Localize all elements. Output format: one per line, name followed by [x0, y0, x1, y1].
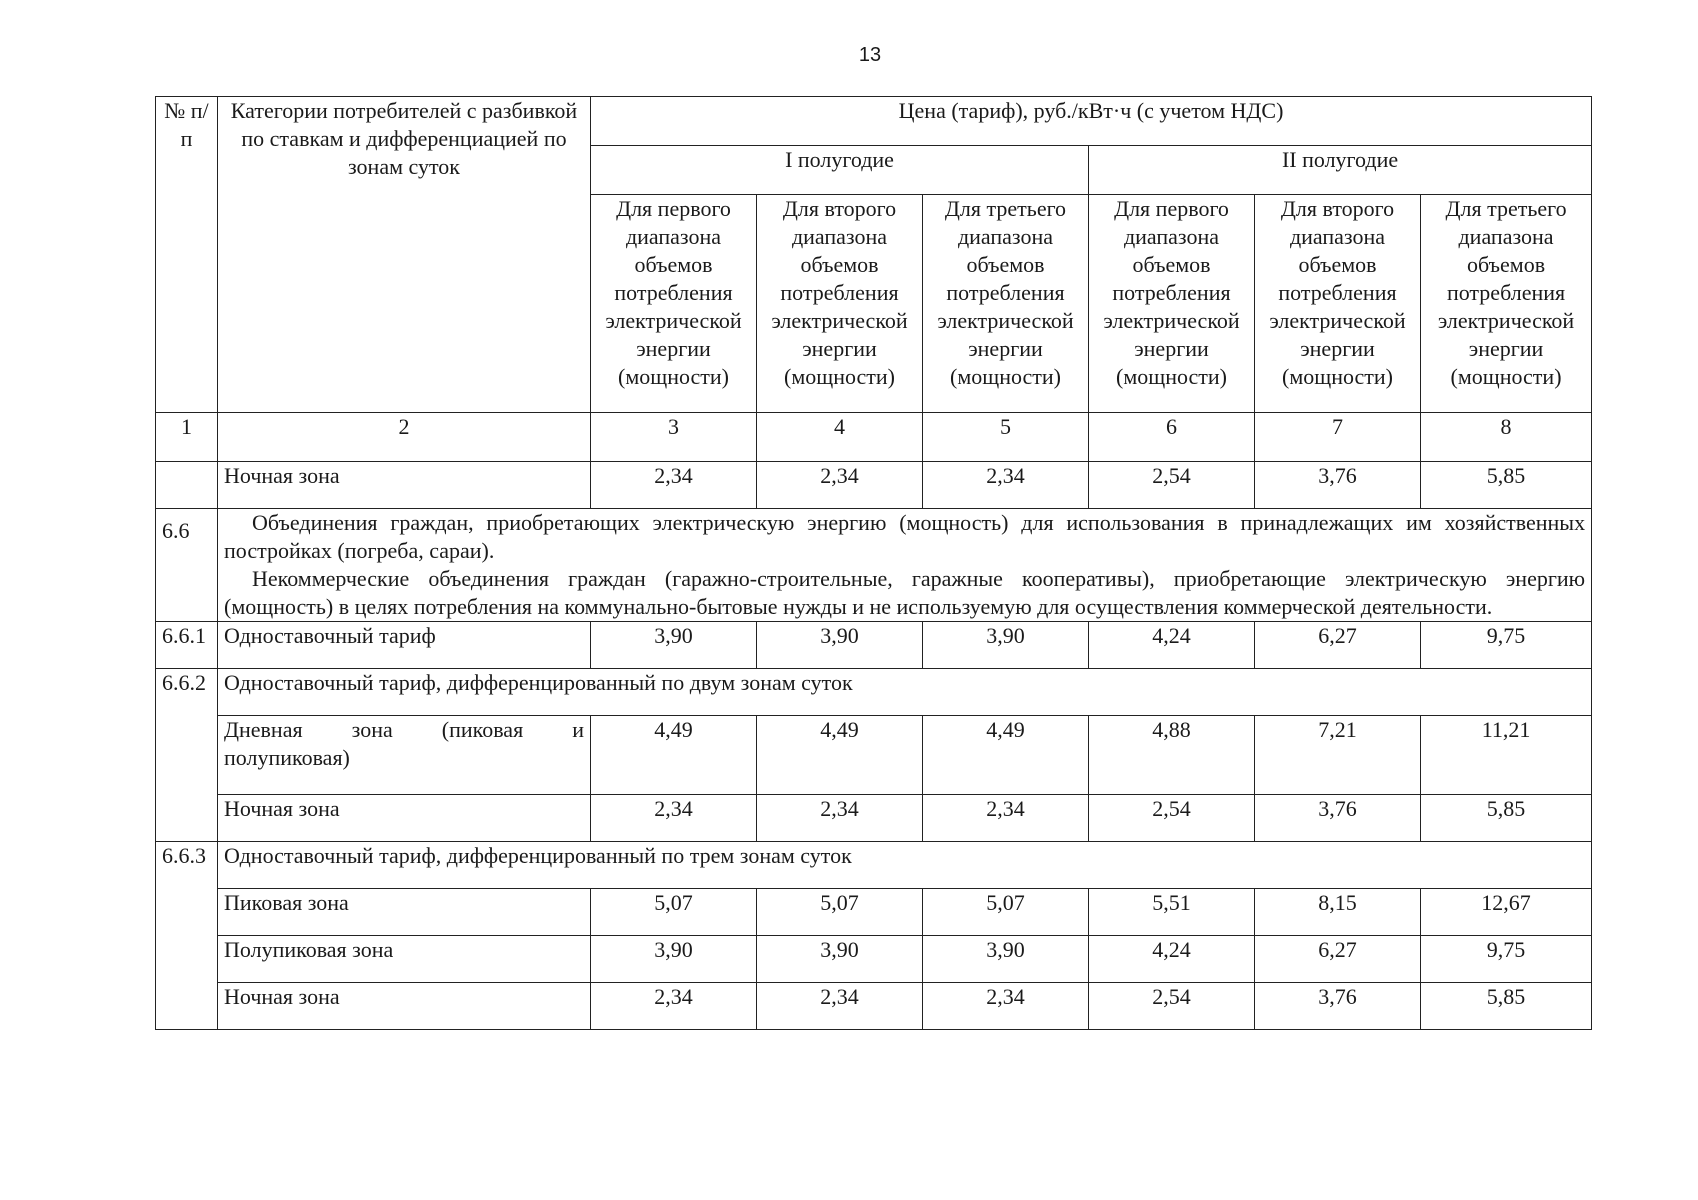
header-category: Категории потребителей с разбивкой по ставкам и дифференциацией по зонам суток [218, 97, 591, 413]
tariff-value: 9,75 [1421, 622, 1592, 669]
tariff-value: 2,54 [1089, 983, 1255, 1030]
row-label: Ночная зона [218, 462, 591, 509]
tariff-value: 3,90 [757, 936, 923, 983]
row-label: Ночная зона [218, 795, 591, 842]
table-row-day-zone [156, 716, 1592, 795]
table-row-night-top [156, 462, 1592, 509]
row-number: 6.6 [156, 509, 218, 622]
tariff-value: 5,85 [1421, 795, 1592, 842]
tariff-value: 4,24 [1089, 622, 1255, 669]
tariff-value: 3,90 [591, 622, 757, 669]
header-range: Для первого диапазона объемов потребления электрической энергии (мощности) [1089, 195, 1255, 413]
row-label: Одноставочный тариф [218, 622, 591, 669]
tariff-value: 5,07 [923, 889, 1089, 936]
header-num: № п/п [156, 97, 218, 413]
table-row-6-6-3 [156, 842, 1592, 889]
tariff-value: 5,07 [591, 889, 757, 936]
section-row-6-6 [156, 509, 1592, 622]
tariff-value: 3,90 [757, 622, 923, 669]
tariff-value: 2,34 [923, 795, 1089, 842]
tariff-value: 3,90 [923, 936, 1089, 983]
row-number: 6.6.2 [156, 669, 218, 842]
tariff-value: 5,85 [1421, 983, 1592, 1030]
tariff-value: 2,54 [1089, 462, 1255, 509]
tariff-value: 12,67 [1421, 889, 1592, 936]
row-label: Полупиковая зона [218, 936, 591, 983]
tariff-value: 2,34 [591, 462, 757, 509]
column-number: 4 [757, 413, 923, 462]
tariff-value: 4,24 [1089, 936, 1255, 983]
header-price: Цена (тариф), руб./кВт·ч (с учетом НДС) [591, 97, 1592, 146]
section-paragraph: Объединения граждан, приобретающих электрическую энергию (мощность) для использования в принадлежащих им хозяйственных постройках (погреба, сараи). [224, 510, 1586, 563]
row-number [156, 462, 218, 509]
column-number: 2 [218, 413, 591, 462]
tariff-value: 6,27 [1255, 622, 1421, 669]
column-number: 1 [156, 413, 218, 462]
tariff-value: 2,34 [923, 983, 1089, 1030]
tariff-value: 11,21 [1421, 716, 1592, 795]
tariff-value: 2,34 [591, 795, 757, 842]
page-number: 13 [858, 44, 882, 66]
tariff-value: 5,07 [757, 889, 923, 936]
tariff-value: 2,34 [757, 983, 923, 1030]
header-row-price [156, 97, 1592, 146]
tariff-value: 2,34 [591, 983, 757, 1030]
tariff-value: 2,34 [757, 795, 923, 842]
tariff-value: 4,88 [1089, 716, 1255, 795]
column-number: 5 [923, 413, 1089, 462]
tariff-value: 4,49 [591, 716, 757, 795]
header-range: Для третьего диапазона объемов потребления электрической энергии (мощности) [923, 195, 1089, 413]
tariff-value: 2,34 [923, 462, 1089, 509]
header-half-1: I полугодие [591, 146, 1089, 195]
tariff-value: 7,21 [1255, 716, 1421, 795]
column-number: 3 [591, 413, 757, 462]
tariff-table [155, 96, 1592, 1030]
column-number: 8 [1421, 413, 1592, 462]
tariff-value: 2,34 [757, 462, 923, 509]
column-number: 6 [1089, 413, 1255, 462]
tariff-value: 2,54 [1089, 795, 1255, 842]
table-row-6-6-1 [156, 622, 1592, 669]
tariff-value: 6,27 [1255, 936, 1421, 983]
table-row-night-zone [156, 795, 1592, 842]
tariff-value: 4,49 [757, 716, 923, 795]
tariff-value: 3,90 [923, 622, 1089, 669]
tariff-value: 8,15 [1255, 889, 1421, 936]
tariff-value: 9,75 [1421, 936, 1592, 983]
row-label: Одноставочный тариф, дифференцированный по трем зонам суток [218, 842, 1592, 889]
tariff-value: 3,76 [1255, 795, 1421, 842]
section-paragraph: Некоммерческие объединения граждан (гаражно-строительные, гаражные кооперативы), приобретающие электрическую энергию (мощность) в целях потребления на коммунально-бытовые нужды и не используемую для осуществления коммерческой деятельности. [224, 566, 1586, 619]
table-row-semipeak-zone [156, 936, 1592, 983]
header-range: Для третьего диапазона объемов потребления электрической энергии (мощности) [1421, 195, 1592, 413]
tariff-value: 4,49 [923, 716, 1089, 795]
row-label: Пиковая зона [218, 889, 591, 936]
table-row-night-zone [156, 983, 1592, 1030]
table-row-6-6-2 [156, 669, 1592, 716]
section-description [218, 509, 1592, 622]
header-range: Для первого диапазона объемов потребления электрической энергии (мощности) [591, 195, 757, 413]
row-number: 6.6.1 [156, 622, 218, 669]
row-label: Дневная зона (пиковая и полупиковая) [218, 716, 591, 795]
tariff-value: 3,76 [1255, 462, 1421, 509]
column-number-row [156, 413, 1592, 462]
tariff-value: 5,51 [1089, 889, 1255, 936]
tariff-value: 3,90 [591, 936, 757, 983]
tariff-value: 5,85 [1421, 462, 1592, 509]
header-range: Для второго диапазона объемов потребления электрической энергии (мощности) [757, 195, 923, 413]
row-label: Одноставочный тариф, дифференцированный по двум зонам суток [218, 669, 1592, 716]
row-number: 6.6.3 [156, 842, 218, 1030]
header-half-2: II полугодие [1089, 146, 1592, 195]
row-label: Ночная зона [218, 983, 591, 1030]
header-range: Для второго диапазона объемов потребления электрической энергии (мощности) [1255, 195, 1421, 413]
tariff-value: 3,76 [1255, 983, 1421, 1030]
column-number: 7 [1255, 413, 1421, 462]
table-row-peak-zone [156, 889, 1592, 936]
